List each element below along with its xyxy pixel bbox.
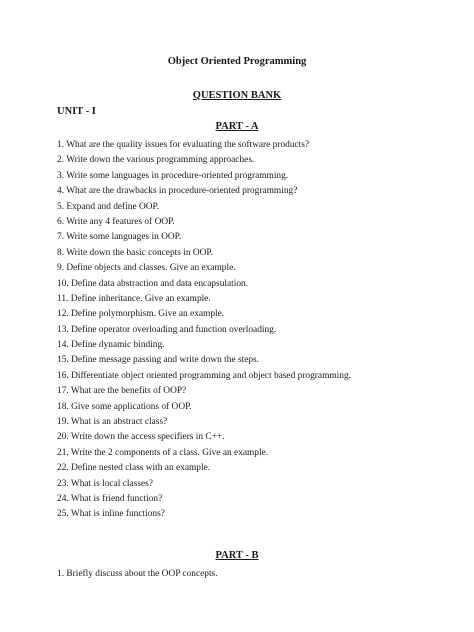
document-subtitle: QUESTION BANK	[192, 90, 282, 101]
question-item: 19. What is an abstract class?	[57, 417, 168, 428]
question-item: 1. What are the quality issues for evaluating the software products?	[57, 140, 310, 150]
document-title: Object Oriented Programming	[167, 56, 307, 67]
question-item: 5. Expand and define OOP.	[57, 201, 160, 212]
part-a-heading: PART - A	[215, 121, 259, 132]
question-item: 18. Give some applications of OOP.	[57, 401, 192, 412]
question-item: 7. Write some languages in OOP.	[57, 232, 182, 243]
question-item: 13. Define operator overloading and function overloading.	[57, 324, 277, 335]
question-item: 12. Define polymorphism. Give an example.	[57, 309, 225, 320]
question-item: 17. What are the benefits of OOP?	[57, 386, 187, 397]
question-item: 10. Define data abstraction and data encapsulation.	[57, 278, 249, 289]
question-item: 25. What is inline functions?	[57, 509, 165, 520]
question-item: 2. Write down the various programming approaches.	[57, 155, 255, 166]
question-item: 22. Define nested class with an example.	[57, 463, 211, 474]
question-item: 6. Write any 4 features of OOP.	[57, 216, 175, 227]
question-item: 23. What is local classes?	[57, 478, 153, 489]
question-item: 24. What is friend function?	[57, 493, 163, 504]
question-item: 3. Write some languages in procedure-oriented programming.	[57, 170, 289, 181]
question-item: 21. Write the 2 components of a class. Give an example.	[57, 447, 269, 458]
question-item: 4. What are the drawbacks in procedure-oriented programming?	[57, 186, 298, 197]
question-item: 14. Define dynamic binding.	[57, 340, 165, 351]
question-item: 1. Briefly discuss about the OOP concepts.	[57, 569, 218, 579]
question-item: 16. Differentiate object oriented programming and object based programming.	[57, 370, 352, 381]
question-item: 11. Define inheritance. Give an example.	[57, 293, 211, 304]
part-b-heading: PART - B	[215, 550, 259, 561]
question-item: 15. Define message passing and write down the steps.	[57, 355, 260, 366]
part-a-question-list	[57, 138, 351, 523]
unit-heading: UNIT - I	[57, 106, 96, 117]
question-item: 20. Write down the access specifiers in C++.	[57, 432, 225, 443]
part-b-question-list	[57, 567, 218, 582]
question-item: 9. Define objects and classes. Give an example.	[57, 263, 236, 274]
question-item: 8. Write down the basic concepts in OOP.	[57, 247, 213, 258]
